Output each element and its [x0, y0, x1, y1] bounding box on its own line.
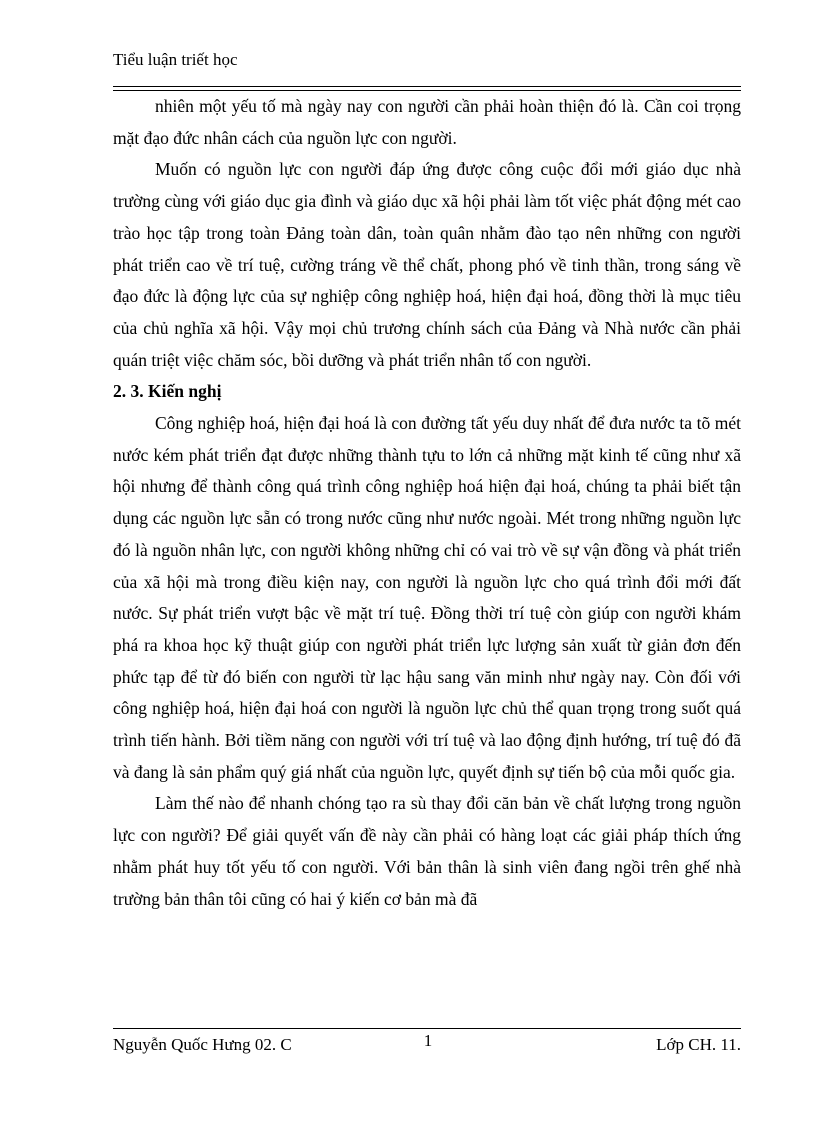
footer-author: Nguyễn Quốc Hưng 02. C [113, 1035, 292, 1054]
footer-divider [113, 1028, 741, 1029]
paragraph-how-to-change: Làm thế nào để nhanh chóng tạo ra sù thay đổi căn bản về chất lượng trong nguồn lực con người? Để giải quyết vấn đề này cần phải có hàng loạt các giải pháp thích ứng nhằm phát huy tốt yếu tố con người. Với bản thân là sinh viên đang ngồi trên ghế nhà trường bản thân tôi cũng có hai ý kiến cơ bản mà đã [113, 793, 741, 909]
paragraph-human-resource-education: Muốn có nguồn lực con người đáp ứng được công cuộc đổi mới giáo dục nhà trường cùng với giáo dục gia đình và giáo dục xã hội phải làm tốt việc phát động mét cao trào học tập trong toàn Đảng toàn dân, toàn quân nhằm đào tạo nên những con người phát triển cao về trí tuệ, cường tráng về thể chất, phong phó về tinh thần, trong sáng về đạo đức là động lực của sự nghiệp công nghiệp hoá, hiện đại hoá, đồng thời là mục tiêu của chủ nghĩa xã hội. Vậy mọi chủ trương chính sách của Đảng và Nhà nước cần phải quán triệt việc chăm sóc, bồi dưỡng và phát triển nhân tố con người. [113, 159, 741, 370]
header-divider-top [113, 86, 741, 87]
section-heading-recommendations: 2. 3. Kiến nghị [113, 381, 222, 402]
footer-class: Lớp CH. 11. [656, 1035, 741, 1054]
page-number: 1 [423, 1031, 433, 1050]
paragraph-industrialization: Công nghiệp hoá, hiện đại hoá là con đường tất yếu duy nhất để đưa nước ta tõ mét nước kém phát triển đạt được những thành tựu to lớn cả những mặt kinh tế cũng như xã hội nhưng để thành công quá trình công nghiệp hoá hiện đại hoá, chúng ta phải biết tận dụng các nguồn lực sẵn có trong nước cũng như nước ngoài. Mét trong những nguồn lực đó là nguồn nhân lực, con người không những chỉ có vai trò về sự vận đồng và phát triển của xã hội mà trong điều kiện nay, con người là nguồn lực cho quá trình đổi mới đất nước. Sự phát triển vượt bậc về mặt trí tuệ. Đồng thời trí tuệ còn giúp con người khám phá ra khoa học kỹ thuật giúp con người phát triển lực lượng sản xuất từ giản đơn đến phức tạp để từ đó biến con người từ lạc hậu sang văn minh như ngày nay. Còn đối với công nghiệp hoá, hiện đại hoá con người là nguồn lực chủ thể quan trọng trong suốt quá trình tiến hành. Bởi tiềm năng con người với trí tuệ và lao động định hướng, trí tuệ đó đã và đang là sản phẩm quý giá nhất của nguồn lực, quyết định sự tiến bộ của mỗi quốc gia. [113, 413, 741, 782]
document-body [113, 91, 741, 915]
header-title: Tiểu luận triết học [113, 50, 238, 69]
paragraph-continuation: nhiên một yếu tố mà ngày nay con người cần phải hoàn thiện đó là. Cần coi trọng mặt đạo đức nhân cách của nguồn lực con người. [113, 96, 741, 148]
